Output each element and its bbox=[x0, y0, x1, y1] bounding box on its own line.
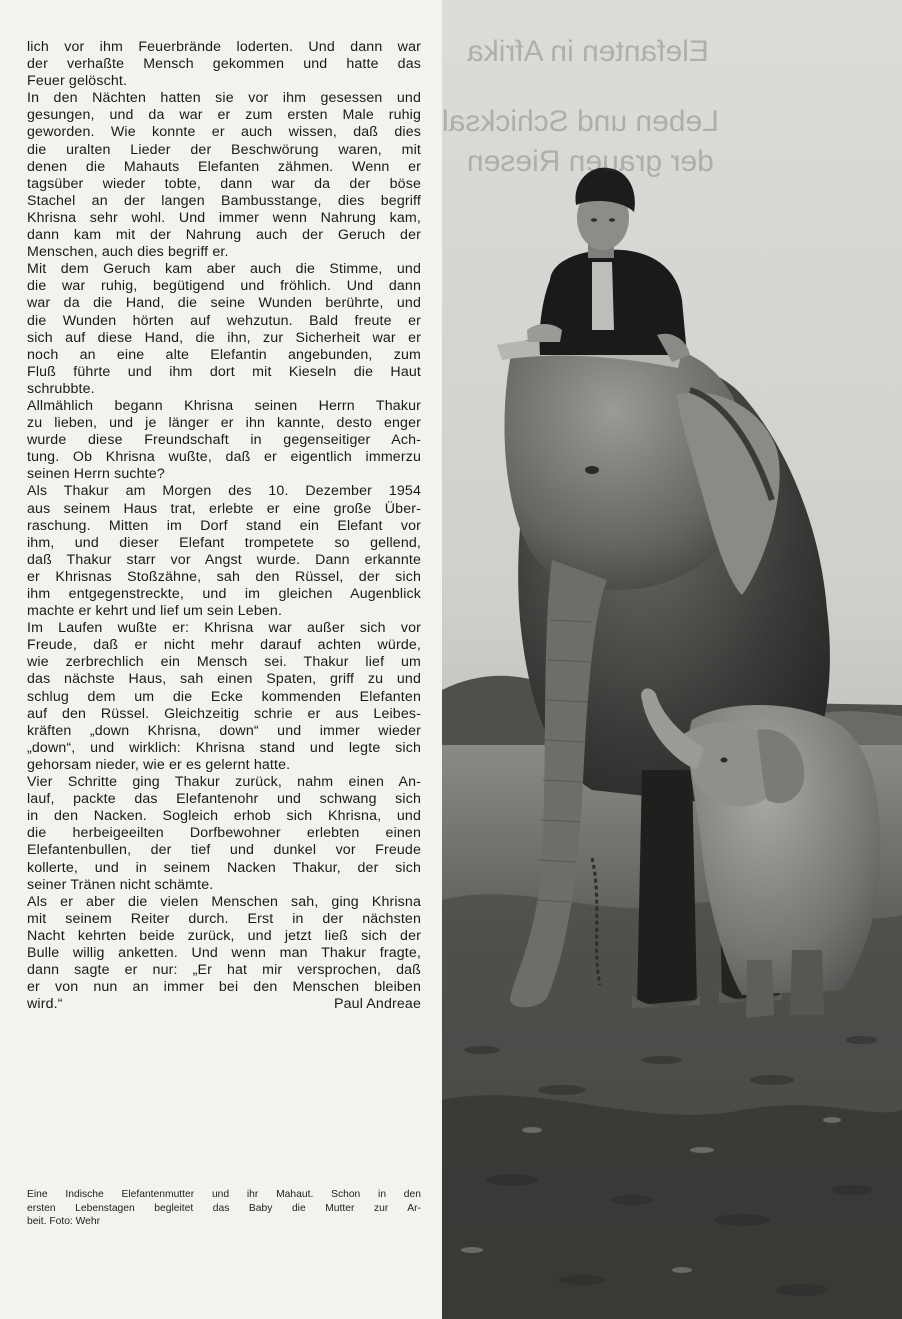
article-line: wie zerbrechlich ein Mensch sei. Thakur lief um bbox=[27, 654, 421, 671]
calf-eye bbox=[721, 758, 728, 763]
article-line: er von nun an immer bei den Menschen bleiben bbox=[27, 979, 421, 996]
article-line: die war ruhig, begütigend und fröhlich. Und dann bbox=[27, 278, 421, 295]
elephant-front-leg-left bbox=[637, 770, 697, 1005]
article-line: die Wunden hörten auf wehzutun. Bald freute er bbox=[27, 312, 421, 329]
article-line: zu lieben, und je länger er ihn kannte, desto enger bbox=[27, 415, 421, 432]
article-line: gehorsam nieder, wie er es gelernt hatte. bbox=[27, 756, 291, 773]
article-line: Menschen, auch dies begriff er. bbox=[27, 244, 229, 261]
article-line: denen die Mahauts Elefanten zähmen. Wenn er bbox=[27, 158, 421, 175]
caption-line: ersten Lebenstagen begleitet das Baby die Mutter zur Ar- bbox=[27, 1202, 421, 1214]
article-line: sich auf diese Hand, die ihn, zur Sicherheit war er bbox=[27, 329, 421, 346]
caption-line: beit. Foto: Wehr bbox=[27, 1216, 101, 1227]
article-line: Als er aber die vielen Menschen sah, ging Khrisna bbox=[27, 893, 421, 910]
article-line: mit seinem Reiter durch. Erst in der nächsten bbox=[27, 910, 421, 927]
article-line: daß Thakur starr vor Angst wurde. Dann erkannte bbox=[27, 551, 421, 568]
article-line: seiner Tränen nicht schämte. bbox=[27, 876, 214, 893]
article-line: kräften „down Khrisna, down“ und immer wieder bbox=[27, 722, 421, 739]
calf-leg-left bbox=[746, 960, 774, 1018]
article-line: in den Nacken. Sogleich erhob sich Khrisna, und bbox=[27, 808, 421, 825]
article-final-line bbox=[27, 996, 421, 1013]
article-line: lauf, packte das Elefantenohr und schwang sich bbox=[27, 791, 421, 808]
article-line: tung. Ob Khrisna wußte, daß er eigentlich immerzu bbox=[27, 449, 421, 466]
article-line: Vier Schritte ging Thakur zurück, nahm einen An- bbox=[27, 774, 421, 791]
article-line: ihm entgegenstreckte, und im gleichen Augenblick bbox=[27, 586, 421, 602]
article-line: tagsüber wieder tobte, dann war da der böse bbox=[27, 175, 421, 192]
article-line: Elefantenbullen, der tief und dunkel vor Freude bbox=[27, 842, 421, 859]
article-line: Mit dem Geruch kam aber auch die Stimme, und bbox=[27, 261, 421, 278]
photograph-elephants-with-mahaut bbox=[442, 0, 902, 1319]
article-line: schrubbte. bbox=[27, 380, 95, 397]
article-line: Bulle willig anketten. Und wenn man Thakur fragte, bbox=[27, 944, 421, 961]
article-line: „down“, und wirklich: Khrisna stand und legte sich bbox=[27, 739, 421, 756]
article-line: war da die Hand, die seine Wunden berührte, und bbox=[27, 295, 421, 312]
article-line: geworden. Wie konnte er auch wissen, daß dies bbox=[27, 124, 421, 141]
article-line: die uralten Lieder der Beschwörung waren, mit bbox=[27, 141, 421, 158]
article-line: Fluß führte und ihm dort mit Kieseln die Haut bbox=[27, 363, 421, 380]
show-through-line: der grauen Riesen bbox=[467, 145, 714, 178]
text-column bbox=[0, 0, 442, 1319]
article-line: er Khrisnas Stoßzähne, sah den Rüssel, der sich bbox=[27, 568, 421, 585]
article-line: Khrisna sehr wohl. Und immer wenn Nahrung kam, bbox=[27, 209, 421, 226]
article-line: auf den Rüssel. Gleichzeitig schrie er aus Leibes- bbox=[27, 705, 421, 722]
article-closing-text: wird.“ bbox=[27, 996, 63, 1013]
article-line: der verhaßte Mensch gekommen und hatte das bbox=[27, 56, 421, 73]
article-line: noch an eine alte Elefantin angebunden, zum bbox=[27, 346, 421, 363]
show-through-line: Leben und Schicksal bbox=[442, 105, 719, 138]
article-line: machte er kehrt und lief um sein Leben. bbox=[27, 603, 283, 620]
show-through-line: Elefanten in Afrika bbox=[467, 35, 709, 68]
article-line: Als Thakur am Morgen des 10. Dezember 1954 bbox=[27, 483, 421, 500]
article-line: Stachel an der langen Bambusstange, dies begriff bbox=[27, 192, 421, 209]
article-line: In den Nächten hatten sie vor ihm gesessen und bbox=[27, 90, 421, 107]
author-name: Paul Andreae bbox=[334, 996, 421, 1013]
caption-line: Eine Indische Elefantenmutter und ihr Mahaut. Schon in den bbox=[27, 1189, 421, 1200]
article-line: Feuer gelöscht. bbox=[27, 73, 128, 90]
article-line: aus seinem Haus trat, erlebte er eine große Über- bbox=[27, 500, 421, 517]
photo-caption bbox=[27, 1188, 421, 1229]
article-line: raschung. Mitten im Dorf stand ein Elefant vor bbox=[27, 517, 421, 534]
article-line: Allmählich begann Khrisna seinen Herrn Thakur bbox=[27, 397, 421, 414]
article-line: das nächste Haus, sah einen Spaten, griff zu und bbox=[27, 671, 421, 688]
article-line: seinen Herrn suchte? bbox=[27, 466, 165, 483]
elephant-eye bbox=[585, 466, 599, 474]
article-line: schlug dem um die Ecke kommenden Elefanten bbox=[27, 688, 421, 705]
article-line: Freude, daß er nicht mehr darauf achten würde, bbox=[27, 637, 421, 654]
article-line: Nacht kehrten beide zurück, und jetzt ließ sich der bbox=[27, 927, 421, 944]
article-line: Im Laufen wußte er: Khrisna war außer sich vor bbox=[27, 620, 421, 637]
article-line: dann sagte er nur: „Er hat mir versprochen, daß bbox=[27, 962, 421, 979]
article-line: dann kam mit der Nahrung auch der Geruch der bbox=[27, 227, 421, 244]
article-line: gesungen, und da war er zum ersten Male ruhig bbox=[27, 107, 421, 124]
article-line: wurde diese Freundschaft in gegenseitiger Ach- bbox=[27, 432, 421, 449]
article-line: ihm, und dieser Elefant trompetete so gellend, bbox=[27, 534, 421, 551]
article-body bbox=[27, 39, 421, 1013]
article-line: die herbeigeeilten Dorfbewohner erlebten einen bbox=[27, 825, 421, 842]
article-line: kollerte, und in seinem Nacken Thakur, der sich bbox=[27, 859, 421, 876]
article-line: lich vor ihm Feuerbrände loderten. Und dann war bbox=[27, 39, 421, 55]
calf-leg-right bbox=[790, 950, 824, 1015]
